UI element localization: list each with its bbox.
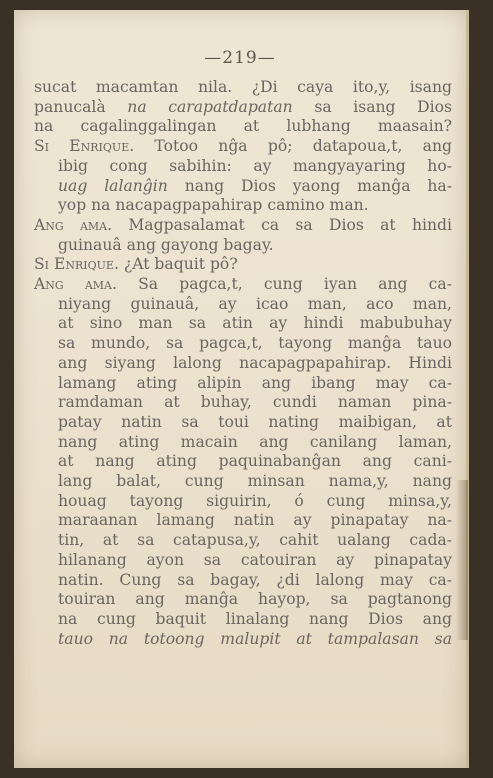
text-segment: Magpasalamat ca sa Dios at hindi xyxy=(112,215,452,234)
text-line xyxy=(34,117,452,137)
text-segment: hilanang ayon sa catouiran ay pinapatay xyxy=(58,550,452,569)
speaker-label: Ang ama. xyxy=(34,275,117,294)
text-line xyxy=(34,137,452,157)
text-line xyxy=(34,630,452,650)
text-line xyxy=(34,354,452,374)
text-segment: sucat macamtan nila. ¿Di caya ito,y, isang xyxy=(34,78,452,96)
speaker-label: Si Enrique. xyxy=(34,255,119,274)
italic-text: na carapatdapatan xyxy=(127,97,293,116)
text-segment: na cung baquit linalang nang Dios ang xyxy=(58,609,452,628)
text-line xyxy=(34,157,452,177)
text-segment: lang balat, cung minsan nama,y, nang xyxy=(58,472,452,491)
text-line xyxy=(34,177,452,197)
speaker-label: Si Enrique. xyxy=(34,137,135,156)
text-line xyxy=(34,492,452,512)
text-segment: panucalà xyxy=(34,97,128,116)
text-segment: yop na nacapagpapahirap camino man. xyxy=(58,196,369,215)
italic-text: tauo na totoong malupit at tampalasan sa xyxy=(58,629,452,648)
text-line xyxy=(34,98,452,118)
text-segment: ¿At baquit pô? xyxy=(118,255,238,274)
text-segment: Totoo nĝa pô; datapoua,t, ang xyxy=(134,137,452,156)
text-line xyxy=(34,452,452,472)
text-segment: ang siyang lalong nacapagpapahirap. Hindi xyxy=(58,353,452,372)
text-segment: Sa pagca,t, cung iyan ang ca- xyxy=(116,275,452,294)
text-line xyxy=(34,472,452,492)
text-line xyxy=(34,433,452,453)
text-segment: sa isang Dios xyxy=(292,97,452,116)
text-line xyxy=(34,531,452,551)
text-segment: niyang guinauâ, ay icao man, aco man, xyxy=(58,294,452,313)
text-segment: nang Dios yaong manĝa ha- xyxy=(167,176,452,195)
text-line xyxy=(34,196,452,216)
text-line xyxy=(34,236,452,256)
text-segment: natin. Cung sa bagay, ¿di lalong may ca- xyxy=(58,570,452,589)
text-segment: at sino man sa atin ay hindi mabubuhay xyxy=(58,314,452,333)
text-line xyxy=(34,295,452,315)
text-line xyxy=(34,275,452,295)
text-line xyxy=(34,551,452,571)
text-segment: sa mundo, sa pagca,t, tayong manĝa tauo xyxy=(58,334,452,353)
speaker-label: Ang ama. xyxy=(34,215,113,234)
text-segment: maraanan lamang natin ay pinapatay na- xyxy=(58,511,452,530)
text-segment: at nang ating paquinabanĝan ang cani- xyxy=(58,452,452,471)
italic-text: uag lalanĝin xyxy=(58,176,168,195)
text-segment: ramdaman at buhay, cundi naman pina- xyxy=(58,393,452,412)
text-segment: ibig cong sabihin: ay mangyayaring ho- xyxy=(58,156,452,175)
text-line xyxy=(34,255,452,275)
text-line xyxy=(34,216,452,236)
text-line xyxy=(34,374,452,394)
text-segment: nang ating macain ang canilang laman, xyxy=(58,432,452,451)
text-line xyxy=(34,78,452,98)
text-line xyxy=(34,413,452,433)
text-segment: guinauâ ang gayong bagay. xyxy=(58,235,274,254)
text-segment: patay natin sa toui nating maibigan, at xyxy=(58,412,452,431)
text-segment: tin, at sa catapusa,y, cahit ualang cada- xyxy=(58,531,452,550)
body-text xyxy=(34,78,452,649)
text-line xyxy=(34,610,452,630)
book-page xyxy=(14,10,469,768)
text-line xyxy=(34,314,452,334)
text-line xyxy=(34,571,452,591)
text-segment: houag tayong siguirin, ó cung minsa,y, xyxy=(58,491,452,510)
text-line xyxy=(34,590,452,610)
text-segment: na cagalinggalingan at lubhang maasain? xyxy=(34,117,452,136)
text-line xyxy=(34,511,452,531)
page-number: —219— xyxy=(204,48,276,68)
text-line xyxy=(34,393,452,413)
text-segment: lamang ating alipin ang ibang may ca- xyxy=(58,373,452,392)
text-segment: touiran ang manĝa hayop, sa pagtanong xyxy=(58,590,452,609)
page-edge-stain xyxy=(456,480,468,640)
text-line xyxy=(34,334,452,354)
